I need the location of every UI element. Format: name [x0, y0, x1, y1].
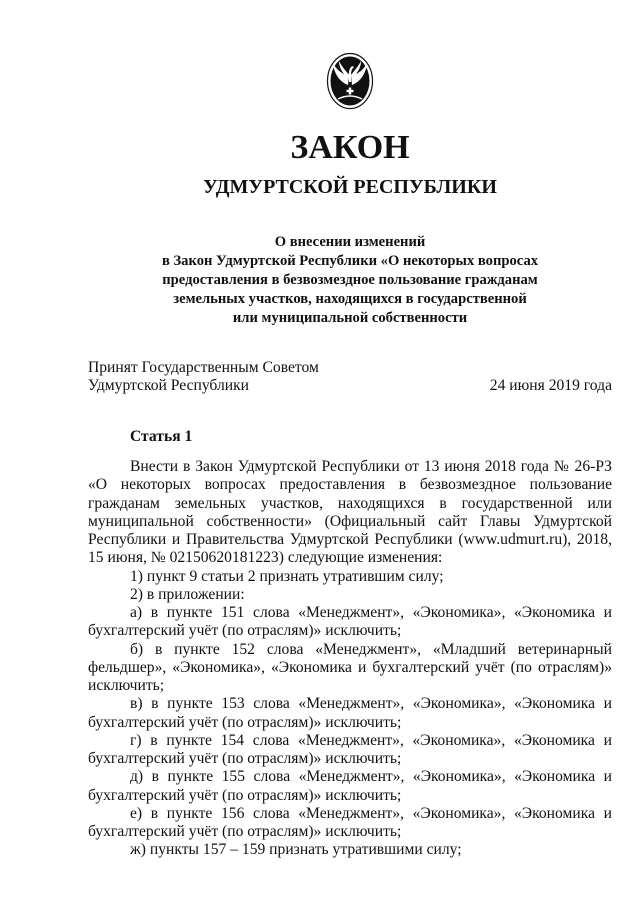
title-line: предоставления в безвозмездное пользование гражданам — [162, 272, 538, 288]
adoption-row-2 — [88, 377, 612, 395]
adoption-row-1 — [88, 359, 612, 377]
article-item: г) в пункте 154 слова «Менеджмент», «Экономика», «Экономика и бухгалтерский учёт (по отраслям)» исключить; — [88, 731, 612, 767]
title-line: в Закон Удмуртской Республики «О некоторых вопросах — [161, 253, 539, 269]
article-item: 1) пункт 9 статьи 2 признать утратившим силу; — [130, 567, 444, 585]
article-item: д) в пункте 155 слова «Менеджмент», «Экономика», «Экономика и бухгалтерский учёт (по отраслям)» исключить; — [88, 768, 612, 804]
article-body — [88, 458, 612, 860]
adoption-block — [88, 359, 612, 396]
article-item: 2) в приложении: — [130, 585, 245, 603]
republic-heading: УДМУРТСКОЙ РЕСПУБЛИКИ — [203, 176, 497, 198]
title-line: О внесении изменений — [274, 234, 426, 250]
title-line: земельных участков, находящихся в государственной — [173, 291, 527, 307]
udmurt-coat-of-arms-icon — [326, 52, 374, 110]
article-item: а) в пункте 151 слова «Менеджмент», «Экономика», «Экономика и бухгалтерский учёт (по отраслям)» исключить; — [88, 604, 612, 640]
title-line: или муниципальной собственности — [232, 310, 468, 326]
article-item: е) в пункте 156 слова «Менеджмент», «Экономика», «Экономика и бухгалтерский учёт (по отраслям)» исключить; — [88, 804, 612, 840]
adoption-date: 24 июня 2019 года — [489, 377, 612, 395]
article-item: в) в пункте 153 слова «Менеджмент», «Экономика», «Экономика и бухгалтерский учёт (по отраслям)» исключить; — [88, 695, 612, 731]
article-intro: Внести в Закон Удмуртской Республики от 13 июня 2018 года № 26-РЗ «О некоторых вопросах предоставления в безвозмездное пользование гражданам земельных участков, находящихся в государственной или муниципальной собственности» (Официальный сайт Главы Удмуртской Республики и Правительства Удмуртской Республики (www.udmurt.ru), 2018, 15 июня, № 02150620181223) следующие изменения: — [88, 458, 612, 567]
document-title — [88, 233, 612, 328]
adoption-body: Принят Государственным Советом — [88, 359, 319, 376]
article-item: ж) пункты 157 – 159 признать утратившими силу; — [130, 841, 462, 859]
law-heading: ЗАКОН — [290, 129, 410, 166]
article-heading: Статья 1 — [130, 428, 193, 445]
article-item: б) в пункте 152 слова «Менеджмент», «Младший ветеринарный фельдшер», «Экономика», «Экономика и бухгалтерский учёт (по отраслям)» исключить; — [88, 640, 612, 694]
adoption-body-continued: Удмуртской Республики — [88, 377, 250, 395]
